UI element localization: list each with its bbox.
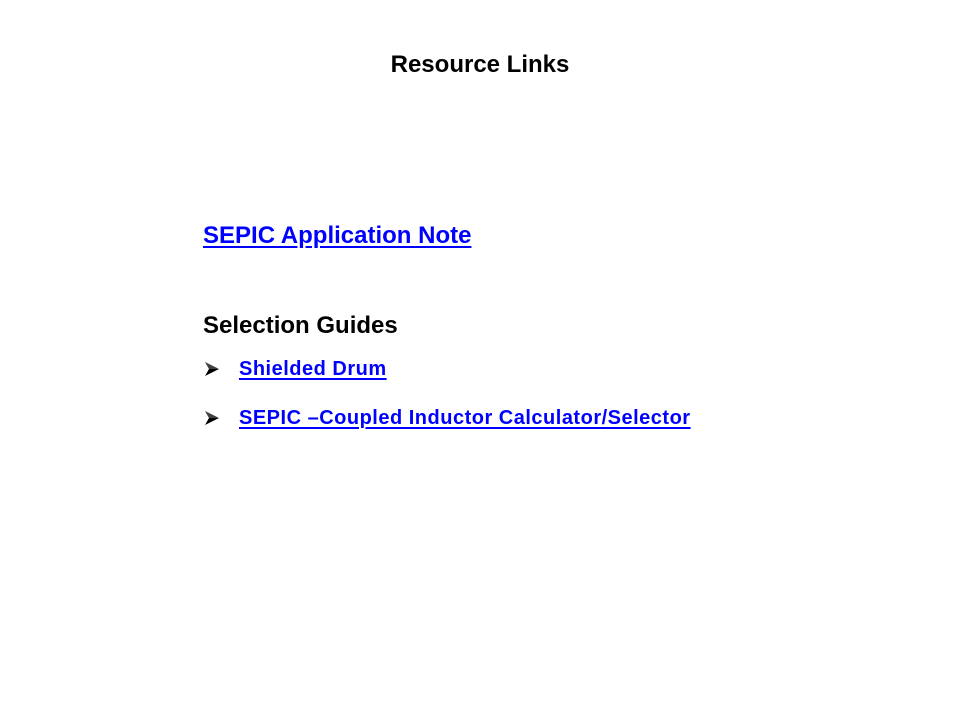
sepic-coupled-inductor-calculator-link[interactable]: SEPIC –Coupled Inductor Calculator/Selector: [239, 406, 691, 429]
page-title: Resource Links: [390, 51, 570, 78]
sepic-application-note-link[interactable]: SEPIC Application Note: [203, 222, 472, 249]
list-item: [203, 404, 691, 432]
shielded-drum-link[interactable]: Shielded Drum: [239, 357, 387, 380]
list-item: [203, 355, 387, 383]
selection-guides-heading: Selection Guides: [203, 312, 398, 339]
arrow-bullet-icon: [203, 360, 221, 378]
arrow-bullet-icon: [203, 409, 221, 427]
